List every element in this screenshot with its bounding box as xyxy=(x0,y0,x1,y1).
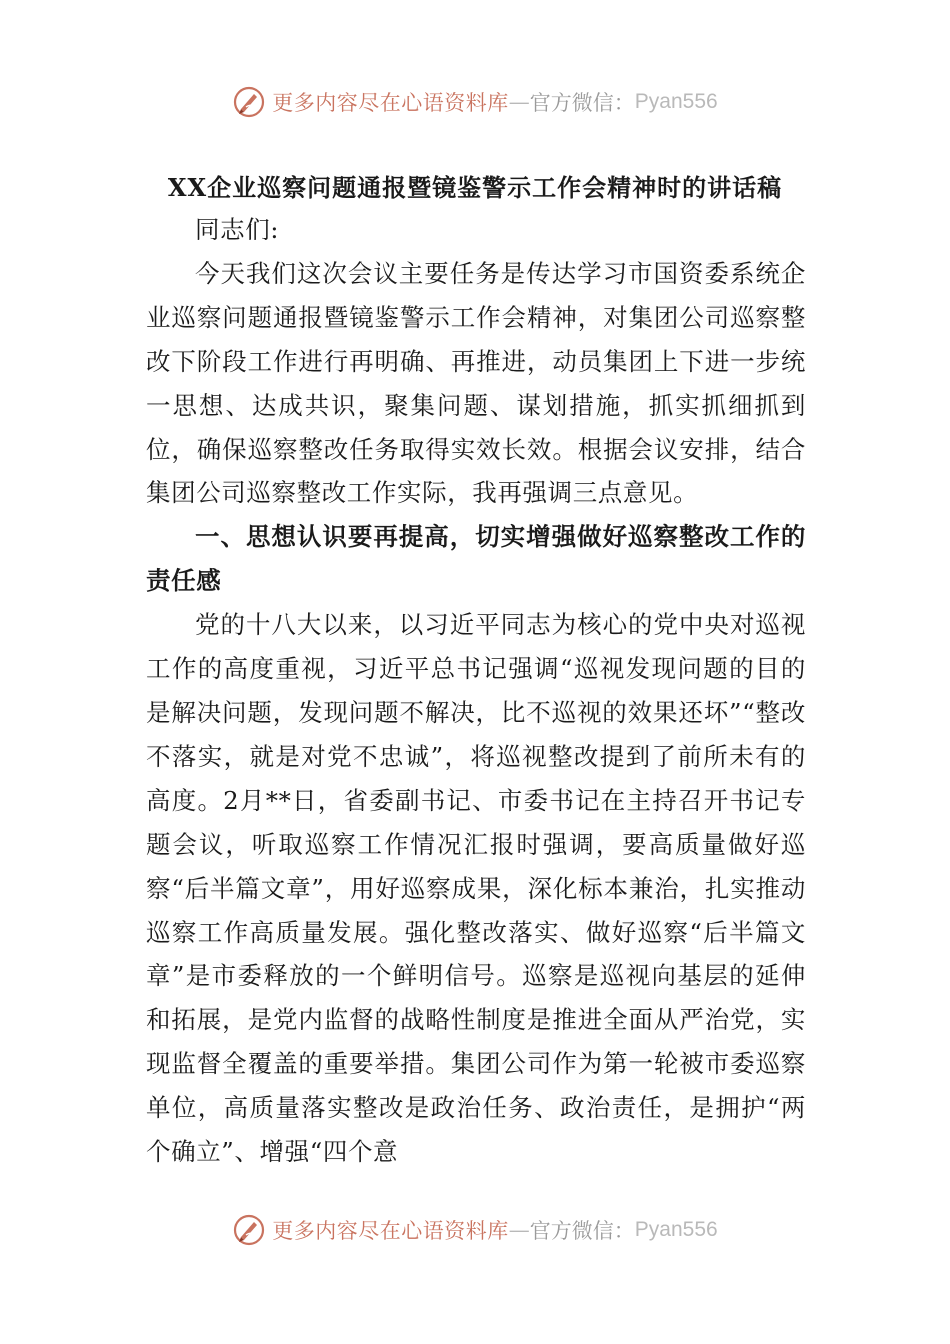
intro-paragraph: 今天我们这次会议主要任务是传达学习市国资委系统企业巡察问题通报暨镜鉴警示工作会精神，对集团公司巡察整改下阶段工作进行再明确、再推进，动员集团上下进一步统一思想、达成共识，聚集问题、谋划措施，抓实抓细抓到位，确保巡察整改任务取得实效长效。根据会议安排，结合集团公司巡察整改工作实际，我再强调三点意见。 xyxy=(146,258,806,508)
watermark-wechat-label: 官方微信： xyxy=(529,1219,635,1243)
section-1-paragraph: 党的十八大以来，以习近平同志为核心的党中央对巡视工作的高度重视，习近平总书记强调“巡视发现问题的目的是解决问题，发现问题不解决，比不巡视的效果还坏”“整改不落实，就是对党不忠诚”，将巡视整改提到了前所未有的高度。2月**日，省委副书记、市委书记在主持召开书记专题会议，听取巡察工作情况汇报时强调，要高质量做好巡察“后半篇文章”，用好巡察成果，深化标本兼治，扎实推动巡察工作高质量发展。强化整改落实、做好巡察“后半篇文章”是市委释放的一个鲜明信号。巡察是巡视向基层的延伸和拓展，是党内监督的战略性制度是推进全面从严治党，实现监督全覆盖的重要举措。集团公司作为第一轮被市委巡察单位，高质量落实整改是政治任务、政治责任，是拥护“两个确立”、增强“四个意 xyxy=(146,610,806,1167)
watermark-text: 更多内容尽在心语资料库 xyxy=(272,1219,509,1243)
watermark-separator: — xyxy=(508,1218,530,1242)
watermark-wechat-label: 官方微信： xyxy=(529,91,635,115)
salutation: 同志们: xyxy=(195,215,280,244)
watermark-separator: — xyxy=(508,90,530,114)
document-title: XX企业巡察问题通报暨镜鉴警示工作会精神时的讲话稿 xyxy=(167,173,783,202)
pen-logo-icon xyxy=(232,1213,266,1247)
watermark-text: 更多内容尽在心语资料库 xyxy=(272,91,509,115)
document-body xyxy=(146,208,806,1174)
watermark-footer xyxy=(0,1208,950,1252)
watermark-wechat-id: Pyan556 xyxy=(634,1218,718,1241)
watermark-header xyxy=(0,80,950,124)
section-1-heading: 一、思想认识要再提高，切实增强做好巡察整改工作的责任感 xyxy=(146,522,806,596)
watermark-wechat-id: Pyan556 xyxy=(634,90,718,113)
pen-logo-icon xyxy=(232,85,266,119)
